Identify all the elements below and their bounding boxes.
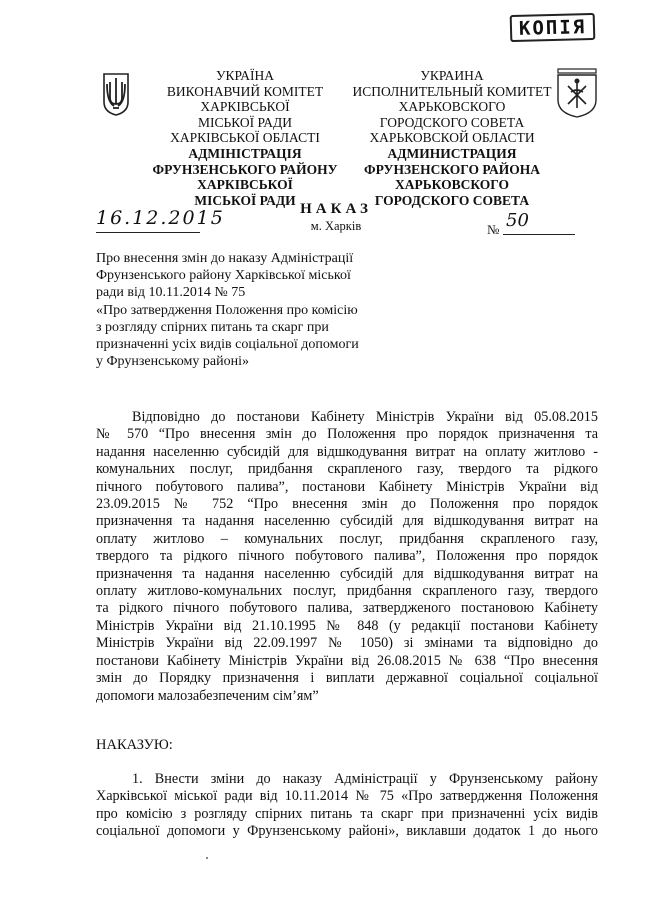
header-line: АДМІНІСТРАЦІЯ: [188, 145, 302, 161]
header-line: АДМИНИСТРАЦИЯ: [387, 145, 517, 161]
kharkiv-coat-of-arms-icon: [556, 68, 598, 118]
header-line: УКРАИНА: [420, 68, 484, 83]
subject-line: «Про затвердження Положення про комісію: [96, 302, 358, 318]
header-line: УКРАЇНА: [215, 68, 275, 83]
copy-stamp: КОПІЯ: [510, 13, 596, 42]
body-line: пічного побутового палива”, постанови Кабінету Міністрів України від: [96, 478, 598, 495]
body-line: 23.09.2015 № 752 “Про внесення змін до Положення про порядок: [96, 496, 598, 513]
body-line: змін до Порядку призначення і виплати державної соціальної соціальної: [96, 670, 598, 687]
handwritten-date: 16.12.2015: [96, 207, 225, 229]
document-city: м. Харків: [310, 219, 362, 233]
body-line: постанови Кабінету Міністрів України від 26.08.2015 № 638 “Про внесення: [96, 652, 598, 669]
body-line: та рідкого пічного побутового палива, затвердженого постановою Кабінету: [96, 600, 598, 617]
document-title: НАКАЗ: [300, 201, 372, 217]
body-line: допомоги малозабезпеченим сім’ям”: [96, 687, 319, 704]
body-line: призначення та надання населенню субсидій для відшкодування витрат на: [96, 565, 598, 582]
header-russian: [350, 68, 554, 208]
subject-line: Про внесення змін до наказу Адміністрації: [96, 251, 354, 266]
subject-line: призначенні усіх видів соціальної допомоги: [96, 337, 359, 353]
header-line: ГОРОДСКОГО СОВЕТА: [379, 114, 525, 130]
number-underline: [503, 234, 575, 235]
body-line: надання населенню субсидій для відшкодування витрат на оплату житлово -: [96, 443, 598, 460]
number-label: №: [487, 222, 500, 237]
header-ukrainian: [140, 68, 350, 208]
header-line: ХАРЬКОВСКОГО: [398, 99, 506, 115]
item-line: про комісію з розгляду спірних питань та скарг при призначенні усіх видів: [96, 805, 598, 822]
header-line: ВИКОНАВЧИЙ КОМІТЕТ: [166, 83, 324, 99]
header-line: МІСЬКОЇ РАДИ: [197, 114, 293, 130]
header-line: ХАРКІВСЬКОЇ: [200, 99, 290, 115]
handwritten-number: 50: [506, 210, 529, 231]
header-line: ХАРКІВСЬКОЇ: [197, 177, 293, 193]
body-line: твердого та рідкого пічного побутового палива”, Положення про порядок: [96, 548, 598, 565]
header-line: ФРУНЗЕНСКОГО РАЙОНА: [364, 161, 540, 177]
header-line: ХАРЬКОВСКОГО: [394, 177, 510, 193]
body-line: оплату житлово – комунальних послуг, придбання скрапленого газу,: [96, 530, 598, 547]
subject-line: Фрунзенського району Харківської міської: [96, 268, 351, 284]
header-line: ХАРЬКОВСКОЙ ОБЛАСТИ: [369, 130, 535, 146]
body-line: комунальних послуг, придбання скрапленого газу, твердого та рідкого: [96, 461, 598, 478]
header-line: ФРУНЗЕНСЬКОГО РАЙОНУ: [152, 161, 338, 177]
body-line: Міністрів України від 22.09.1997 № 1050) зі змінами та відповідно до: [96, 635, 598, 652]
scan-speck: [206, 857, 208, 859]
item-line: 1. Внести зміни до наказу Адміністрації у Фрунзенському району: [132, 771, 598, 787]
header-line: ХАРКІВСЬКОЇ ОБЛАСТІ: [170, 130, 320, 146]
header-line: ГОРОДСКОГО СОВЕТА: [374, 192, 530, 208]
item-line: соціальної допомоги у Фрунзенському районі», виклавши додаток 1 до нього: [96, 823, 598, 840]
subject-line: ради від 10.11.2014 № 75: [96, 285, 246, 301]
preamble-paragraph: [96, 409, 598, 705]
header-line: ИСПОЛНИТЕЛЬНЫЙ КОМИТЕТ: [352, 83, 552, 99]
date-underline: [96, 232, 200, 233]
body-line: № 570 “Про внесення змін до Положення про порядок призначення та: [96, 426, 598, 443]
order-subject: [96, 250, 396, 370]
trident-coat-of-arms-icon: [102, 72, 130, 116]
body-line: призначення та надання населенню субсидій для відшкодування витрат на: [96, 513, 598, 530]
body-line: Відповідно до постанови Кабінету Міністрів України від 05.08.2015: [132, 409, 598, 425]
order-item-1: [96, 771, 598, 841]
header-line: МІСЬКОЇ РАДИ: [194, 192, 296, 208]
subject-line: з розгляду спірних питань та скарг при: [96, 319, 329, 335]
item-line: Харківської міської ради від 10.11.2014 № 75 «Про затвердження Положення: [96, 788, 598, 805]
body-line: оплату житлово-комунальних послуг, придбання скрапленого газу, твердого: [96, 583, 598, 600]
subject-line: у Фрунзенському районі»: [96, 354, 249, 370]
body-line: Міністрів України від 21.10.1995 № 848 (у редакції постанови Кабінету: [96, 617, 598, 634]
order-heading: НАКАЗУЮ:: [96, 737, 173, 753]
